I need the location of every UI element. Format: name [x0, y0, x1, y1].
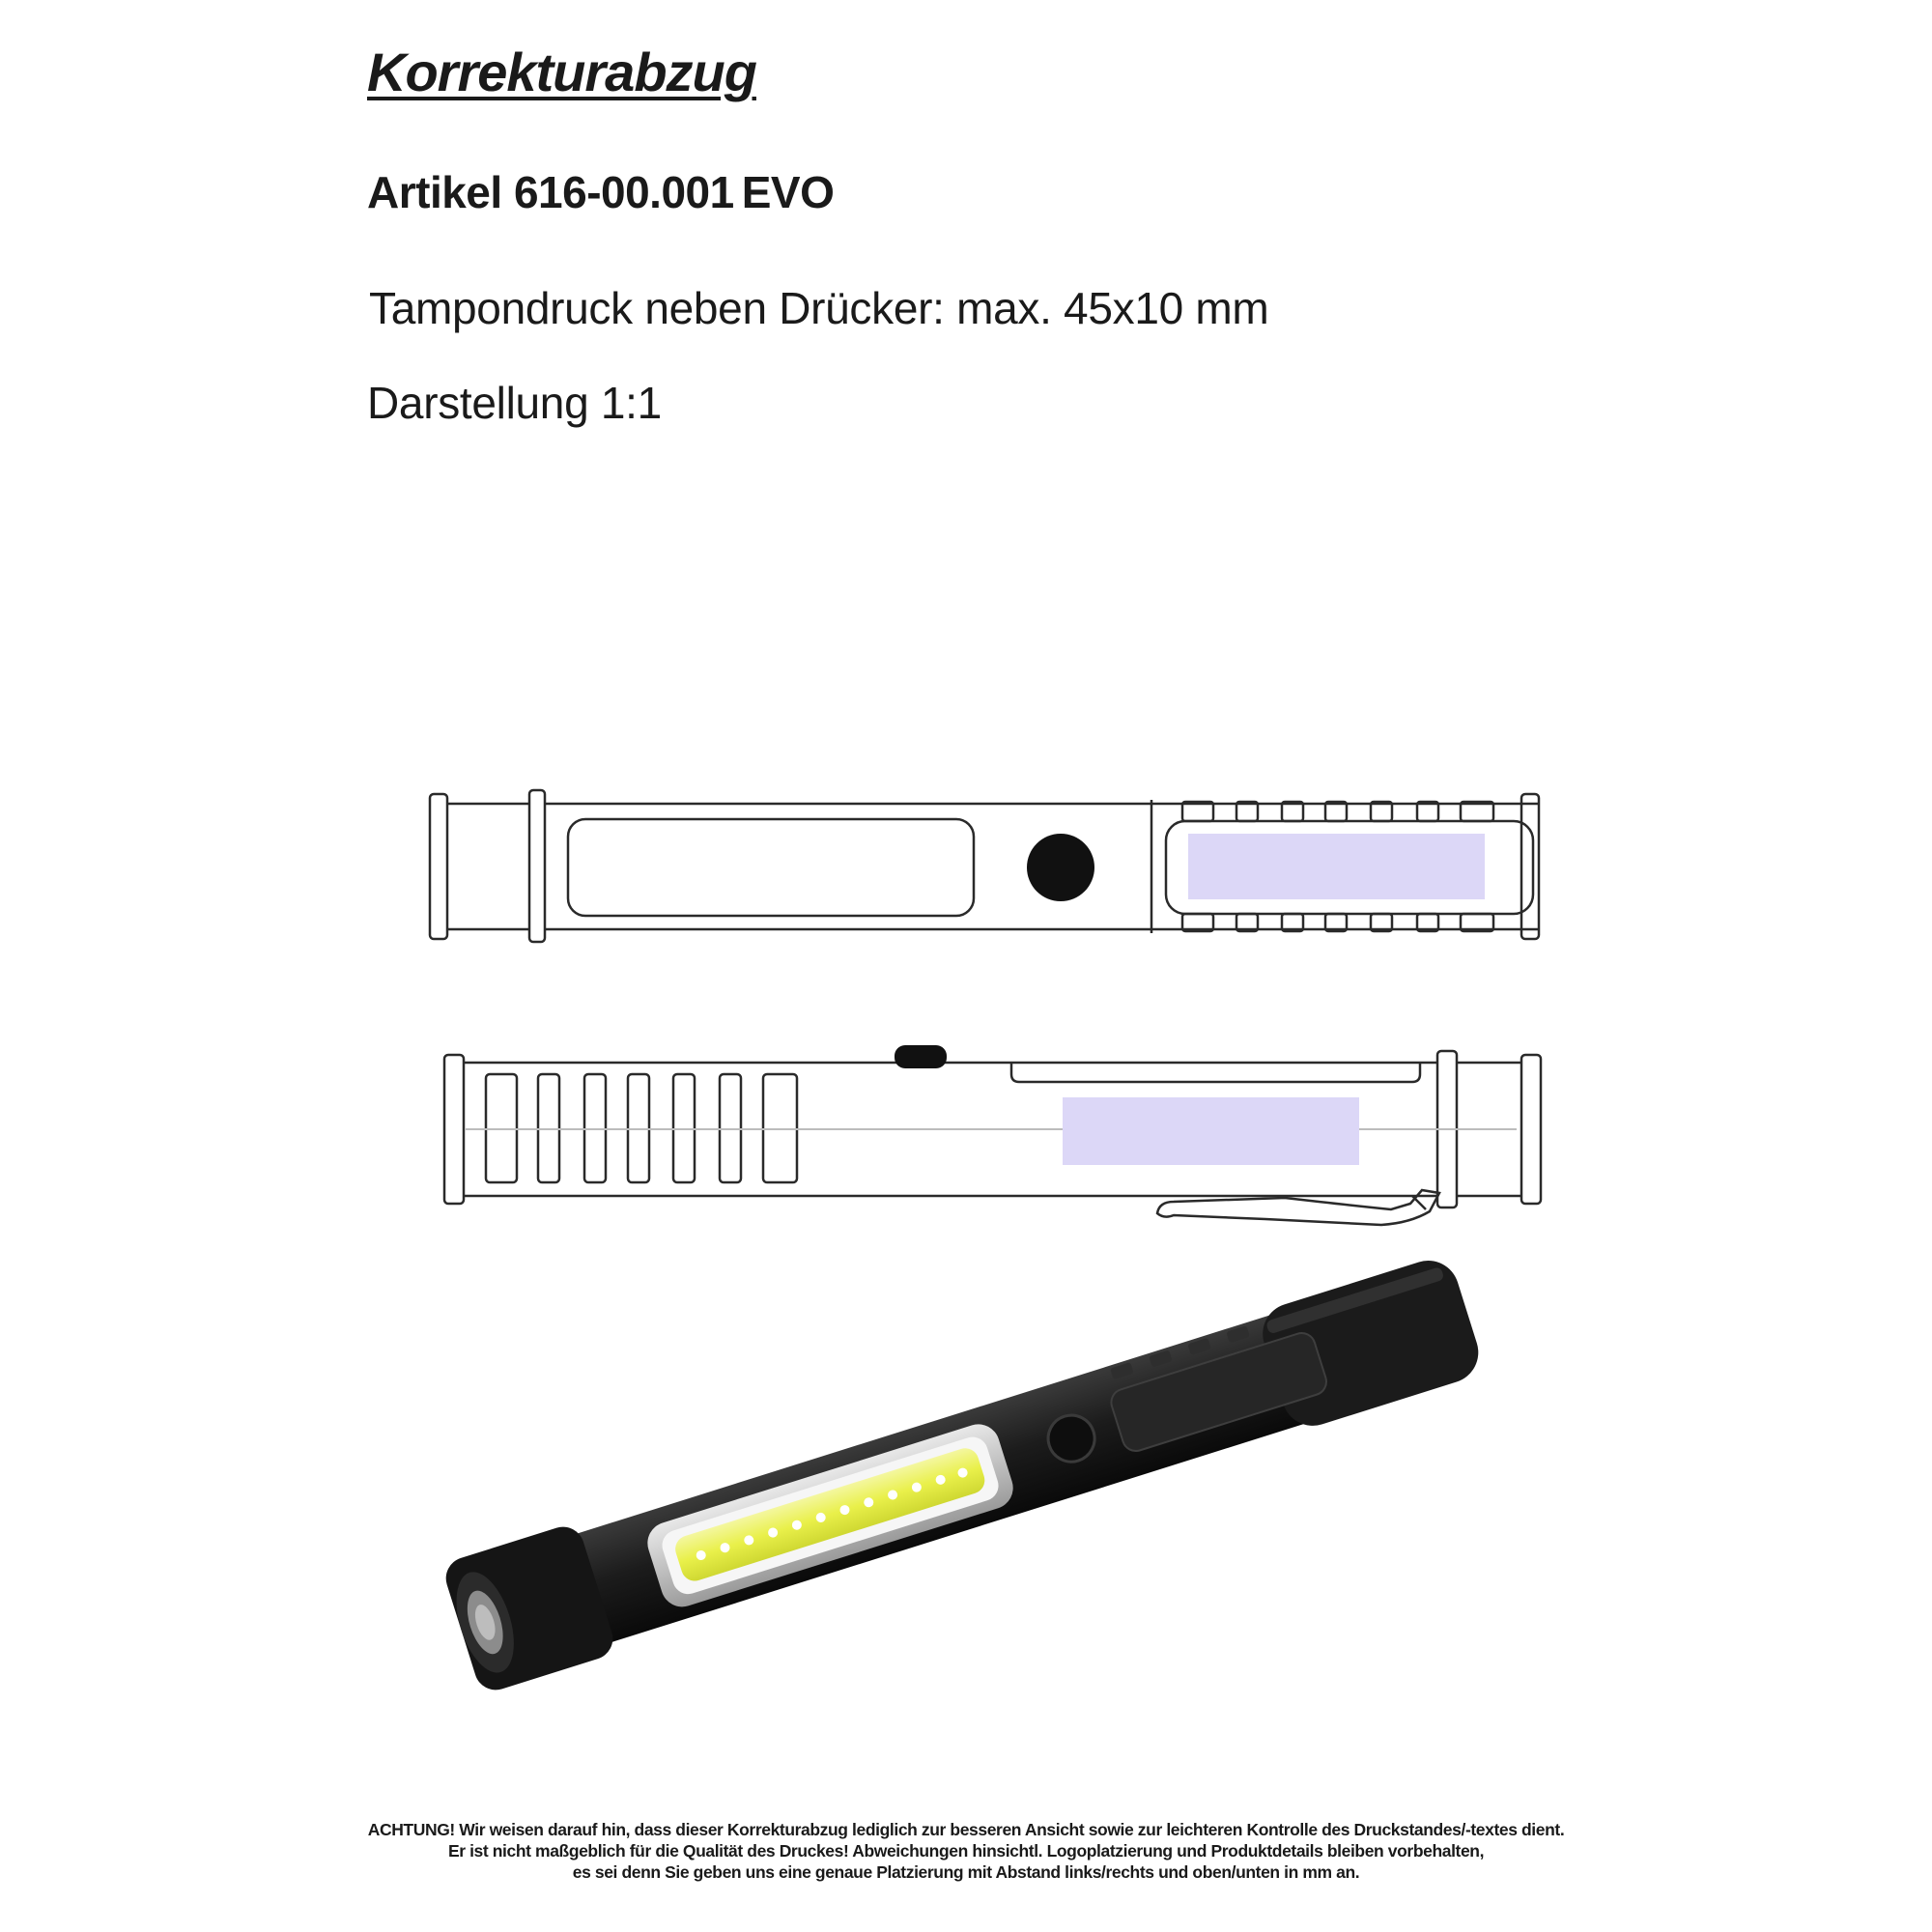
disclaimer-line: Er ist nicht maßgeblich für die Qualität des Druckes! Abweichungen hinsichtl. Logoplatzierung und Produktdetails bleiben vorbehalten,	[447, 1841, 1485, 1861]
print-area-side	[1063, 1097, 1359, 1165]
disclaimer-line: ACHTUNG! Wir weisen darauf hin, dass dieser Korrekturabzug lediglich zur besseren Ansicht sowie zur leichteren Kontrolle des Druckstandes/-textes dient.	[367, 1820, 1565, 1839]
disclaimer	[0, 1819, 1932, 1883]
article-suffix: EVO	[741, 167, 835, 217]
push-button-top	[1027, 834, 1094, 901]
side-view-drawing	[444, 1051, 1541, 1225]
product-image	[440, 1247, 1488, 1695]
scale-note: Darstellung 1:1	[367, 378, 662, 428]
article-code: Artikel 616-00.001	[367, 167, 734, 217]
top-label-recess	[568, 819, 974, 916]
push-button-side	[895, 1045, 947, 1068]
print-area-top	[1188, 834, 1485, 899]
page-title: Korrekturabzug	[367, 42, 756, 102]
disclaimer-line: es sei denn Sie geben uns eine genaue Platzierung mit Abstand links/rechts und oben/unten in mm an.	[572, 1862, 1360, 1882]
print-specification: Tampondruck neben Drücker: max. 45x10 mm	[369, 283, 1269, 333]
